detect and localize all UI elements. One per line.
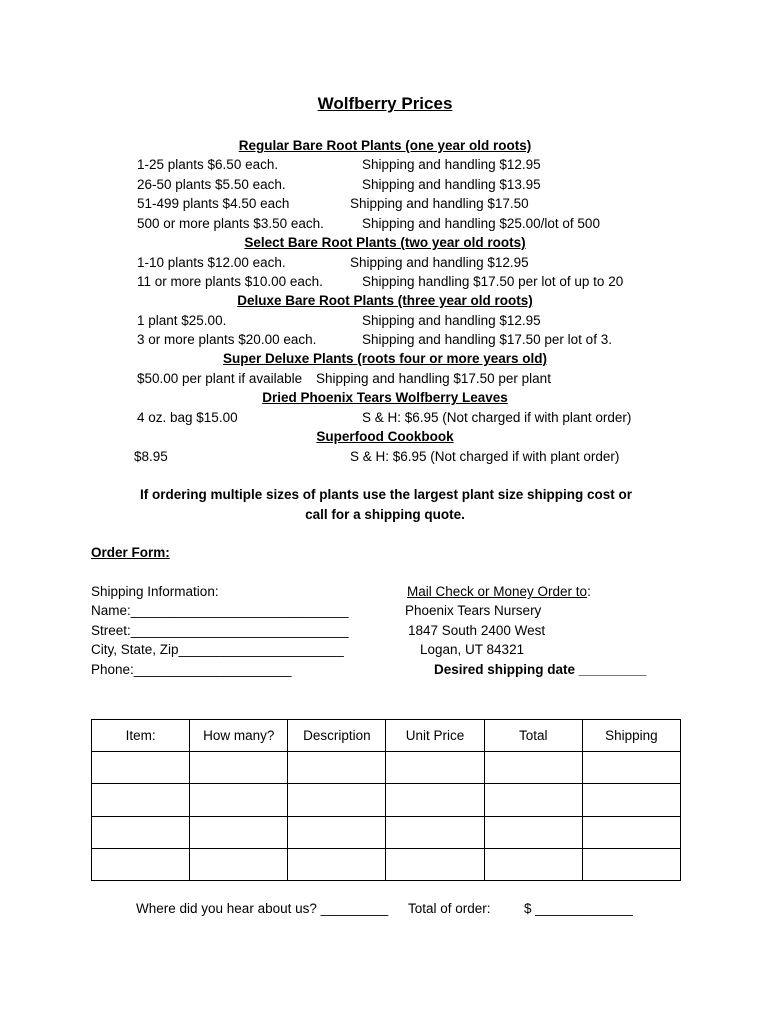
shipping-line: Shipping and handling $12.95 [362, 157, 541, 172]
table-cell[interactable] [582, 784, 680, 816]
table-row [92, 752, 681, 784]
table-cell[interactable] [484, 752, 582, 784]
shipping-notice-line1: If ordering multiple sizes of plants use the largest plant size shipping cost or [139, 487, 633, 502]
table-cell[interactable] [288, 848, 386, 880]
table-row [92, 816, 681, 848]
price-line: 1-10 plants $12.00 each. [137, 255, 286, 270]
shipping-line: Shipping handling $17.50 per lot of up to 20 [362, 274, 624, 289]
table-cell[interactable] [484, 816, 582, 848]
table-cell[interactable] [582, 752, 680, 784]
name-field[interactable]: Name:_____________________________ [91, 603, 349, 618]
table-cell[interactable] [484, 848, 582, 880]
table-cell[interactable] [92, 848, 190, 880]
column-header-description: Description [288, 720, 386, 752]
price-line: 51-499 plants $4.50 each [137, 196, 290, 211]
shipping-notice-line2: call for a shipping quote. [305, 507, 465, 522]
order-table [91, 719, 681, 881]
section-heading-cookbook: Superfood Cookbook [316, 429, 454, 444]
table-cell[interactable] [288, 784, 386, 816]
table-cell[interactable] [386, 848, 484, 880]
table-cell[interactable] [386, 784, 484, 816]
table-cell[interactable] [190, 816, 288, 848]
price-line: $8.95 [134, 449, 168, 464]
shipping-line: S & H: $6.95 (Not charged if with plant order) [350, 449, 620, 464]
shipping-line: Shipping and handling $13.95 [362, 177, 541, 192]
column-header-shipping: Shipping [582, 720, 680, 752]
price-line: 26-50 plants $5.50 each. [137, 177, 286, 192]
shipping-line: S & H: $6.95 (Not charged if with plant order) [362, 410, 632, 425]
table-cell[interactable] [288, 816, 386, 848]
order-table-body [92, 752, 681, 881]
table-cell[interactable] [92, 752, 190, 784]
mail-to-label-text: Mail Check or Money Order to [407, 584, 588, 599]
section-heading-deluxe: Deluxe Bare Root Plants (three year old roots) [237, 293, 533, 308]
order-form-label: Order Form: [91, 545, 170, 560]
company-address: 1847 South 2400 West [408, 623, 546, 638]
price-line: $50.00 per plant if available [137, 371, 303, 386]
heard-about-us-field[interactable]: Where did you hear about us? _________ [136, 901, 389, 916]
column-header-item: Item: [92, 720, 190, 752]
table-cell[interactable] [582, 816, 680, 848]
city-state-zip-field[interactable]: City, State, Zip______________________ [91, 642, 344, 657]
column-header-how-many: How many? [190, 720, 288, 752]
table-cell[interactable] [92, 816, 190, 848]
shipping-line: Shipping and handling $12.95 [362, 313, 541, 328]
section-heading-regular: Regular Bare Root Plants (one year old roots) [238, 138, 532, 153]
table-cell[interactable] [484, 784, 582, 816]
shipping-line: Shipping and handling $12.95 [350, 255, 529, 270]
column-header-unit-price: Unit Price [386, 720, 484, 752]
table-cell[interactable] [190, 848, 288, 880]
shipping-line: Shipping and handling $17.50 [350, 196, 529, 211]
total-of-order-label: Total of order: [408, 901, 491, 916]
price-line: 11 or more plants $10.00 each. [137, 274, 323, 289]
table-cell[interactable] [190, 752, 288, 784]
section-heading-select: Select Bare Root Plants (two year old roots) [244, 235, 526, 250]
phone-field[interactable]: Phone:_____________________ [91, 662, 292, 677]
company-name: Phoenix Tears Nursery [405, 603, 542, 618]
table-cell[interactable] [386, 752, 484, 784]
table-row [92, 784, 681, 816]
section-heading-leaves: Dried Phoenix Tears Wolfberry Leaves [262, 390, 508, 405]
company-city: Logan, UT 84321 [420, 642, 525, 657]
table-cell[interactable] [92, 784, 190, 816]
table-cell[interactable] [582, 848, 680, 880]
table-cell[interactable] [288, 752, 386, 784]
price-line: 1-25 plants $6.50 each. [137, 157, 279, 172]
shipping-line: Shipping and handling $25.00/lot of 500 [362, 216, 600, 231]
mail-to-label [407, 584, 591, 600]
table-cell[interactable] [386, 816, 484, 848]
table-cell[interactable] [190, 784, 288, 816]
total-of-order-field[interactable]: $ _____________ [524, 901, 633, 916]
mail-to-colon: : [587, 584, 591, 599]
shipping-line: Shipping and handling $17.50 per lot of 3. [362, 332, 612, 347]
shipping-info-label: Shipping Information: [91, 584, 219, 599]
price-line: 500 or more plants $3.50 each. [137, 216, 324, 231]
shipping-line: Shipping and handling $17.50 per plant [316, 371, 551, 386]
price-line: 4 oz. bag $15.00 [137, 410, 238, 425]
price-line: 3 or more plants $20.00 each. [137, 332, 317, 347]
street-field[interactable]: Street:_____________________________ [91, 623, 349, 638]
table-header-row [92, 720, 681, 752]
table-row [92, 848, 681, 880]
column-header-total: Total [484, 720, 582, 752]
price-line: 1 plant $25.00. [137, 313, 227, 328]
page-title: Wolfberry Prices [317, 94, 453, 113]
section-heading-super-deluxe: Super Deluxe Plants (roots four or more years old) [222, 351, 548, 366]
desired-shipping-date-field[interactable]: Desired shipping date _________ [434, 662, 647, 677]
